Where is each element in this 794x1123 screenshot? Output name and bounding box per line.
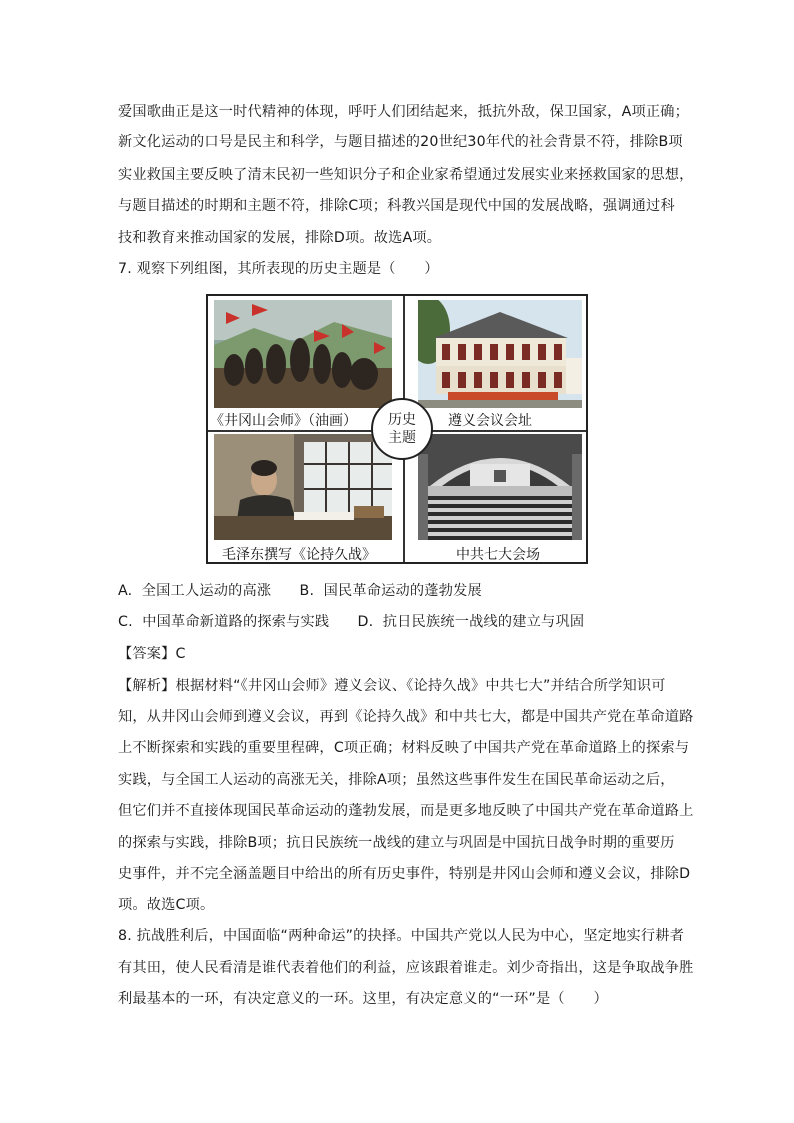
question-8-line: 8. 抗战胜利后，中国面临“两种命运”的抉择。中国共产党以人民为中心，坚定地实行耕者 <box>118 928 685 944</box>
question-8-line: 有其田，使人民看清是谁代表着他们的利益，应该跟着谁走。刘少奇指出，这是争取战争胜 <box>118 960 694 976</box>
seventh-congress-image <box>418 434 582 540</box>
text-line: 爱国歌曲正是这一时代精神的体现，呼吁人们团结起来，抵抗外敌，保卫国家，A项正确； <box>118 104 690 120</box>
analysis-line: 的探索与实践，排除B项；抗日民族统一战线的建立与巩固是中国抗日战争时期的重要历 <box>118 835 675 851</box>
text-line: 与题目描述的时期和主题不符，排除C项；科教兴国是现代中国的发展战略，强调通过科 <box>118 198 675 214</box>
options-row-1: A. 全国工人运动的高涨 B. 国民革命运动的蓬勃发展 <box>118 583 482 599</box>
question-8-line: 利最基本的一环，有决定意义的一环。这里，有决定意义的“一环”是（ ） <box>118 991 608 1007</box>
question-7-stem: 7. 观察下列组图，其所表现的历史主题是（ ） <box>118 261 439 277</box>
analysis-line: 实践，与全国工人运动的高涨无关，排除A项；虽然这些事件发生在国民革命运动之后， <box>118 772 675 788</box>
text-line: 实业救国主要反映了清末民初一些知识分子和企业家希望通过发展实业来拯救国家的思想， <box>118 167 694 183</box>
analysis-line: 【解析】根据材料“《井冈山会师》遵义会议、《论持久战》中共七大”并结合所学知识可 <box>118 678 666 694</box>
analysis-line: 项。故选C项。 <box>118 897 215 913</box>
jinggangshan-painting-image <box>214 300 392 408</box>
analysis-line: 知，从井冈山会师到遵义会议，再到《论持久战》和中共七大，都是中国共产党在革命道路 <box>118 709 694 725</box>
center-label-line-1: 历史 <box>388 412 416 428</box>
caption-top-right: 遵义会议会址 <box>448 413 532 429</box>
answer: 【答案】C <box>118 646 186 662</box>
text-line: 新文化运动的口号是民主和科学，与题目描述的20世纪30年代的社会背景不符，排除B项 <box>118 134 683 150</box>
text-line: 技和教育来推动国家的发展，排除D项。故选A项。 <box>118 230 442 246</box>
history-theme-circle <box>371 398 433 460</box>
analysis-line: 史事件，并不完全涵盖题目中给出的所有历史事件，特别是井冈山会师和遵义会议，排除D <box>118 866 691 882</box>
analysis-line: 上不断探索和实践的重要里程碑，C项正确；材料反映了中国共产党在革命道路上的探索与 <box>118 740 690 756</box>
analysis-line: 但它们并不直接体现国民革命运动的蓬勃发展，而是更多地反映了中国共产党在革命道路上 <box>118 803 694 819</box>
mao-writing-image <box>214 434 392 540</box>
center-label-line-2: 主题 <box>388 430 416 446</box>
history-theme-figure <box>206 294 588 564</box>
options-row-2: C. 中国革命新道路的探索与实践 D. 抗日民族统一战线的建立与巩固 <box>118 614 585 630</box>
zunyi-site-image <box>418 300 582 408</box>
caption-top-left: 《井冈山会师》（油画） <box>210 413 357 429</box>
caption-bottom-right: 中共七大会场 <box>456 547 540 563</box>
caption-bottom-left: 毛泽东撰写《论持久战》 <box>222 547 376 563</box>
